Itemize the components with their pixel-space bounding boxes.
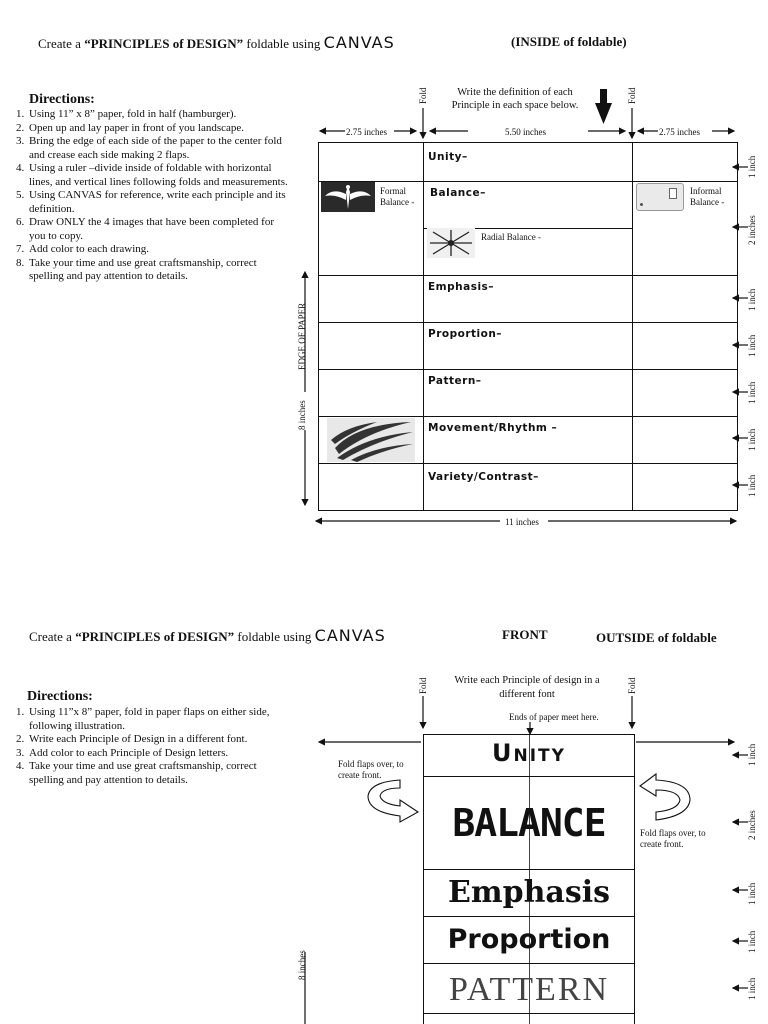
width-label: 11 inches xyxy=(505,517,539,527)
title-mid: foldable using xyxy=(243,36,324,51)
direction-item: 4. Take your time and use great craftsmanship, correct spelling and pay attention to details. xyxy=(27,760,289,787)
direction-item: 2. Open up and lay paper in front of you landscape. xyxy=(27,122,289,136)
direction-item: 3. Add color to each Principle of Design letters. xyxy=(27,747,289,761)
formal-balance-image xyxy=(321,182,375,212)
inch-label: 1 inch xyxy=(747,288,757,311)
informal-balance-label: Informal Balance - xyxy=(690,186,725,207)
front-word-emphasis: Emphasis xyxy=(447,875,610,910)
radial-balance-image xyxy=(427,228,475,258)
instruction-text: Write each Principle of design in a different font xyxy=(454,675,600,700)
direction-item: 7. Add color to each drawing. xyxy=(27,243,289,257)
radial-balance-label: Radial Balance - xyxy=(481,232,541,242)
front-label: FRONT xyxy=(502,627,548,642)
front-column xyxy=(423,734,635,1024)
direction-item: 1. Using 11” x 8” paper, fold in half (hamburger). xyxy=(27,108,289,122)
direction-item: 1. Using 11”x 8” paper, fold in paper flaps on either side, following illustration. xyxy=(27,706,289,733)
direction-item: 3. Bring the edge of each side of the paper to the center fold and crease each side making 2 flaps. xyxy=(27,135,289,162)
inch-label: 1 inch xyxy=(747,977,757,1000)
dim-left: 2.75 inches xyxy=(346,127,387,137)
front-word-pattern: PATTERN xyxy=(448,971,610,1008)
front-word-balance: BALANCE xyxy=(452,801,606,845)
two-inch-label: 2 inches xyxy=(747,810,757,840)
direction-item: 6. Draw ONLY the 4 images that have been completed for you to copy. xyxy=(27,216,289,243)
cell-unity: Unity– xyxy=(428,151,468,163)
direction-item: 2. Write each Principle of Design in a different font. xyxy=(27,733,289,747)
title-bold: “PRINCIPLES of DESIGN” xyxy=(84,36,244,51)
fold-flaps-right: Fold flaps over, to create front. xyxy=(640,828,706,849)
fold-label-right: Fold xyxy=(627,677,637,694)
front-word-proportion: Proportion xyxy=(447,924,611,955)
fold-label-right: Fold xyxy=(627,87,637,104)
front-word-unity: Unity xyxy=(492,739,566,767)
title-prefix: Create a xyxy=(29,629,76,644)
edge-of-paper-label: EDGE OF PAPER xyxy=(297,302,307,370)
cell-movement-rhythm: Movement/Rhythm – xyxy=(428,422,558,434)
title-bold: “PRINCIPLES of DESIGN” xyxy=(75,629,235,644)
informal-balance-image xyxy=(636,183,684,211)
inch-label: 1 inch xyxy=(747,155,757,178)
inch-label: 1 inch xyxy=(747,930,757,953)
formal-balance-label: Formal Balance - xyxy=(380,186,415,207)
instruction-text: Write the definition of each Principle in each space below. xyxy=(451,87,579,111)
directions-heading: Directions: xyxy=(27,689,93,704)
two-inch-label: 2 inches xyxy=(747,215,757,245)
cell-proportion: Proportion– xyxy=(428,328,503,340)
cell-pattern: Pattern– xyxy=(428,375,482,387)
dim-center: 5.50 inches xyxy=(505,127,546,137)
inch-label: 1 inch xyxy=(747,743,757,766)
direction-item: 5. Using CANVAS for reference, write each principle and its definition. xyxy=(27,189,289,216)
fold-flaps-left: Fold flaps over, to create front. xyxy=(338,759,404,780)
height-label: 8 inches xyxy=(297,400,307,430)
directions-heading: Directions: xyxy=(29,92,95,107)
cell-balance: Balance– xyxy=(430,187,486,199)
inch-label: 1 inch xyxy=(747,428,757,451)
inch-label: 1 inch xyxy=(747,334,757,357)
fold-label-left: Fold xyxy=(418,677,428,694)
height-label: 8 inches xyxy=(297,950,307,980)
direction-item: 4. Using a ruler –divide inside of foldable with horizontal lines, and vertical lines following folds and measurements. xyxy=(27,162,289,189)
movement-image xyxy=(327,418,415,462)
inch-label: 1 inch xyxy=(747,882,757,905)
ends-note: Ends of paper meet here. xyxy=(509,712,599,722)
outside-label: OUTSIDE of foldable xyxy=(596,630,717,645)
title-mid: foldable using xyxy=(234,629,315,644)
canvas-word: CANVAS xyxy=(314,626,386,645)
cell-variety-contrast: Variety/Contrast– xyxy=(428,471,539,483)
inch-label: 1 inch xyxy=(747,474,757,497)
cell-emphasis: Emphasis– xyxy=(428,281,495,293)
inch-label: 1 inch xyxy=(747,381,757,404)
outside-diagram-lines xyxy=(0,600,768,1024)
fold-label-left: Fold xyxy=(418,87,428,104)
canvas-word: CANVAS xyxy=(323,33,395,52)
dim-right: 2.75 inches xyxy=(659,127,700,137)
direction-item: 8. Take your time and use great craftsmanship, correct spelling and pay attention to details. xyxy=(27,257,289,284)
title-prefix: Create a xyxy=(38,36,85,51)
inside-label: (INSIDE of foldable) xyxy=(511,34,627,49)
